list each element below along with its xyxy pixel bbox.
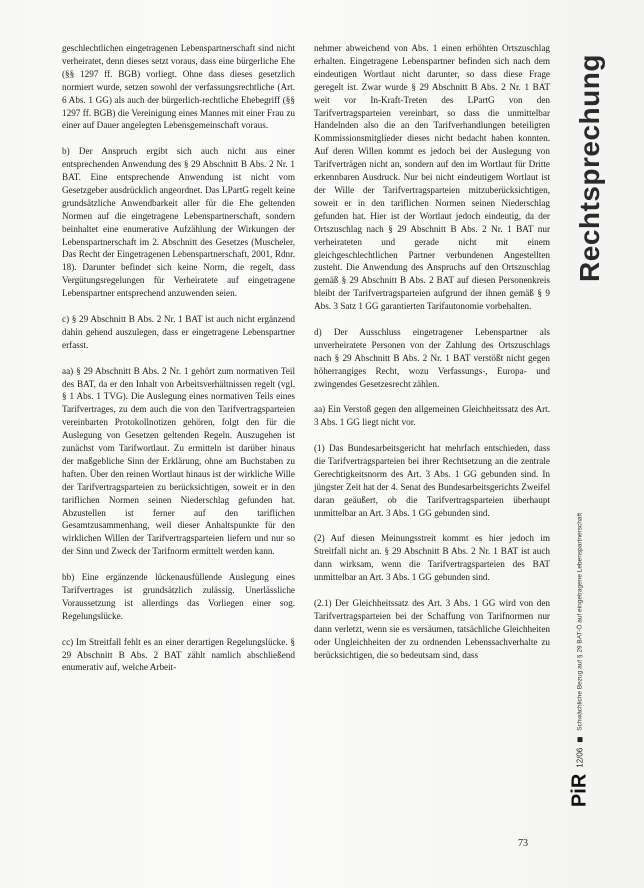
issue-number: 12/06 — [575, 747, 585, 768]
paragraph: (2) Auf diesen Meinungsstreit kommt es hier jedoch im Streitfall nicht an. § 29 Abschnitt B Abs. 2 Nr. 1 BAT ist auch dann wirksam, wenn die Tarifvertragsparteien des BAT unmittelbar an Art. 3 Abs. 1 GG gebunden sind. — [314, 533, 550, 583]
right-text-column — [314, 42, 550, 674]
paragraph: nehmer abweichend von Abs. 1 einen erhöhten Ortszuschlag erhalten. Eingetragene Lebenspartner befinden sich nach dem eindeutigen Wortlaut nicht darunter, so dass diese Frage geregelt ist. Zwar wurde § 29 Abschnitt B Abs. 2 Nr. 1 BAT weit vor In-Kraft-Treten des LPartG von den Tarifvertragsparteien vereinbart, so dass die unmittelbar Handelnden also die an den Tarifverhandlungen beteiligten Kommissionsmitglieder dieses nicht bedacht haben konnten. Auf deren Willen kommt es jedoch bei der Auslegung von Tarifverträgen nicht an, sondern auf den im Wortlaut für Dritte erkennbaren Ausdruck. Nur bei nicht eindeutigem Wortlaut ist der Wille der Tarifvertragsparteien mitzuberücksichtigen, soweit er in den tariflichen Normen seinen Niederschlag gefunden hat. Hier ist der Wortlaut jedoch eindeutig, da der Ortszuschlag nach § 29 Abschnitt B Abs. 2 Nr. 1 BAT nur verheirateten und gerade nicht mit einem gleichgeschlechtlichen Partner verbundenen Angestellten zusteht. Die Anwendung des Anspruchs auf den Ortszuschlag gemäß § 29 Abschnitt B Abs. 2 BAT auf diesen Personenkreis bleibt der Tarifvertragsparteien aufgrund der ihnen gemäß § 9 Abs. 3 Satz 1 GG garantierten Tarifautonomie vorbehalten. — [314, 43, 550, 312]
paragraph: b) Der Anspruch ergibt sich auch nicht aus einer entsprechenden Anwendung des § 29 Abschnitt B Abs. 2 Nr. 1 BAT. Eine entsprechende Anwendung ist nicht vom Gesetzgeber ausdrücklich angeordnet. Das LPartG regelt keine grundsätzliche Anwendbarkeit aller für die Ehe geltenden Normen auf die eingetragene Lebenspartnerschaft, sondern beinhaltet eine enumerative Aufzählung der Wirkungen der Lebenspartnerschaft im 2. Abschnitt des Gesetzes (Muscheler, Das Recht der Eingetragenen Lebenspartnerschaft, 2001, Rdnr. 18). Darunter befindet sich keine Norm, die regelt, dass Vergütungsregelungen für Verheiratete auf eingetragene Lebenspartner entsprechend anzuwenden seien. — [62, 146, 295, 299]
paragraph: d) Der Ausschluss eingetragener Lebenspartner als unverheiratete Personen von der Zahlung des Ortszuschlags nach § 29 Abschnitt B Abs. 2 Nr. 1 BAT verstößt nicht gegen höherrangiges Recht, wozu Verfassungs-, Europa- und zwingendes Gesetzesrecht zählen. — [314, 326, 550, 389]
paragraph: aa) Ein Verstoß gegen den allgemeinen Gleichheitssatz des Art. 3 Abs. 1 GG liegt nicht vor. — [314, 404, 550, 428]
running-title: Schwächliche Bezug auf § 29 BAT-Ö auf eingetragene Lebenspartnerschaft — [576, 512, 584, 731]
footer-strip — [560, 512, 600, 808]
paragraph: (2.1) Der Gleichheitssatz des Art. 3 Abs. 1 GG wird von den Tarifvertragsparteien bei der Schaffung von Tarifnormen nur dann verletzt, wenn sie es versäumen, tatsächliche Gleichheiten oder Ungleichheiten der zu ordnenden Lebenssachverhalte zu berücksichtigen, die so bedeutsam sind, dass — [314, 597, 550, 660]
journal-logo: PiR — [568, 773, 591, 808]
paragraph: cc) Im Streitfall fehlt es an einer derartigen Regelungslücke. § 29 Abschnitt B Abs. 2 BAT zählt namlich abschließend enumerativ auf, welche Arbeit- — [62, 636, 295, 673]
section-label-text: Rechtsprechung — [574, 54, 605, 282]
section-label — [570, 54, 610, 282]
paragraph: bb) Eine ergänzende lückenausfüllende Auslegung eines Tarifvertrages ist grundsätzlich zulässig. Unerlässliche Voraussetzung ist allerdings das Vorliegen einer sog. Regelungslücke. — [62, 572, 295, 621]
page-number: 73 — [518, 838, 528, 849]
paragraph: c) § 29 Abschnitt B Abs. 2 Nr. 1 BAT ist auch nicht ergänzend dahin gehend auszulegen, dass er eingetragene Lebenspartner erfasst. — [62, 314, 295, 350]
paragraph: geschlechtlichen eingetragenen Lebenspartnerschaft sind nicht verheiratet, denn dieses setzt voraus, dass eine bürgerliche Ehe (§§ 1297 ff. BGB) vorliegt. Ohne dass dieses gesetzlich normiert wurde, setzen sowohl der verfassungsrechtliche (Art. 6 Abs. 1 GG) als auch der bürgerlich-rechtliche Ehebegriff (§§ 1297 ff. BGB) die Vereinigung eines Mannes mit einer Frau zu einer auf Dauer angelegten Lebensgemeinschaft voraus. — [62, 43, 295, 131]
paragraph: (1) Das Bundesarbeitsgericht hat mehrfach entschieden, dass die Tarifvertragsparteien bei ihrer Rechtsetzung an die zentrale Gerechtigkeitsnorm des Art. 3 Abs. 1 GG gebunden sind. In jüngster Zeit hat der 4. Senat des Bundesarbeitsgerichts Zweifel daran geäußert, ob die Tarifvertragsparteien überhaupt unmittelbar an Art. 3 Abs. 1 GG gebunden sind. — [314, 443, 550, 518]
left-text-column — [62, 42, 295, 687]
separator-square-icon — [578, 737, 583, 742]
paragraph: aa) § 29 Abschnitt B Abs. 2 Nr. 1 gehört zum normativen Teil des BAT, da er den Inhalt von Arbeitsverhältnissen regelt (vgl. § 1 Abs. 1 TVG). Die Auslegung eines normativen Teils eines Tarifvertrages, zu dem auch die von den Tarifvertragsparteien vereinbarten Protokollnotizen gehören, folgt den für die Auslegung von Gesetzen geltenden Regeln. Auszugehen ist zunächst vom Tarifwortlaut. Zu ermitteln ist darüber hinaus der maßgebliche Sinn der Erklärung, ohne am Buchstaben zu haften. Über den reinen Wortlaut hinaus ist der wirkliche Wille der Tarifvertragsparteien zu berücksichtigen, soweit er in den tariflichen Normen seinen Niederschlag gefunden hat. Abzustellen ist ferner auf den tariflichen Gesamtzusammenhang, weil dieser Anhaltspunkte für den wirklichen Willen der Tarifvertragsparteien liefern und nur so der Sinn und Zweck der Tarifnorm ermittelt werden kann. — [62, 365, 295, 557]
